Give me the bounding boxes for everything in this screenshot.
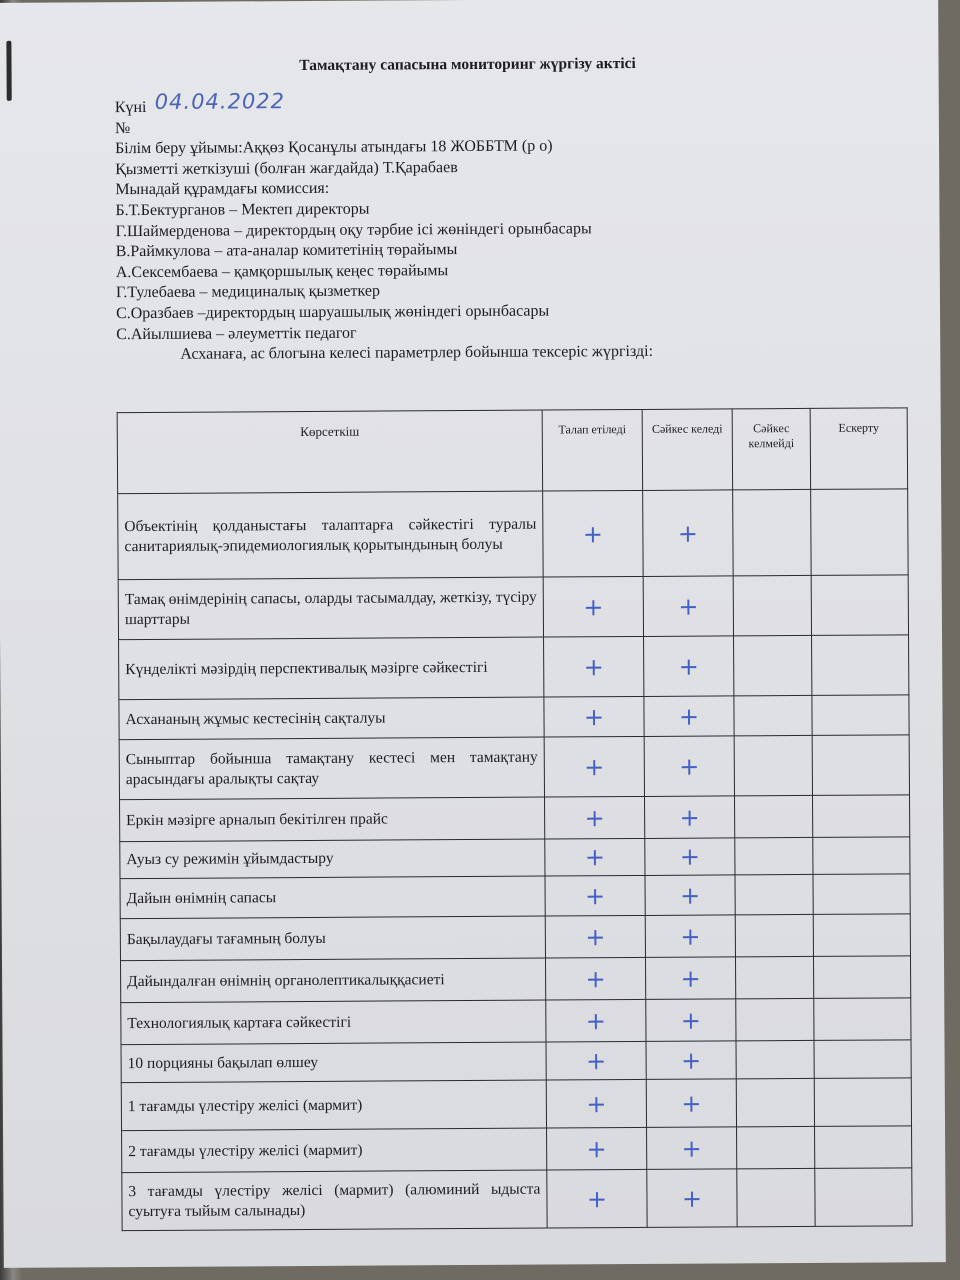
required-mark: + xyxy=(544,736,644,797)
date-label: Күні xyxy=(114,98,147,117)
compliant-mark: + xyxy=(646,999,736,1042)
note-cell xyxy=(814,1078,911,1127)
commission-member: С.Оразбаев –директордың шаруашылық жөніндегі орынбасары xyxy=(115,302,550,323)
compliant-mark: + xyxy=(645,915,735,958)
indicator-cell: Дайындалған өнімнің органолептикалыққасиеті xyxy=(120,958,545,1003)
table-header-row xyxy=(117,408,907,494)
header-block xyxy=(114,89,654,366)
required-mark: + xyxy=(545,875,645,916)
header-required: Талап етіледі xyxy=(542,409,642,491)
non-compliant-cell xyxy=(736,1078,814,1126)
commission-heading: Мынадай құрамдағы комиссия: xyxy=(115,180,330,199)
table-row xyxy=(122,1126,912,1173)
table-row xyxy=(118,575,908,640)
non-compliant-cell xyxy=(735,837,813,874)
handwritten-date: 04.04.2022 xyxy=(154,89,286,114)
note-cell xyxy=(815,1126,912,1169)
table-row xyxy=(119,735,909,800)
required-mark: + xyxy=(546,1079,646,1128)
required-mark: + xyxy=(545,915,645,958)
indicator-cell: 10 порцияны бақылап өлшеу xyxy=(121,1042,546,1083)
compliant-mark: + xyxy=(645,838,735,876)
supplier-line: Қызметті жеткізуші (болған жағдайда) Т.Қарабаев xyxy=(115,158,458,178)
table-row xyxy=(121,998,911,1045)
commission-member: Г.Шаймерденова – директордың оқу тәрбие ісі жөніндегі орынбасары xyxy=(115,219,592,240)
compliant-mark: + xyxy=(643,576,733,637)
indicator-cell: Дайын өнімнің сапасы xyxy=(120,876,545,919)
indicator-cell: Ауыз су режимін ұйымдастыру xyxy=(120,839,545,879)
table-row xyxy=(122,1168,912,1231)
table-row xyxy=(118,489,909,580)
non-compliant-cell xyxy=(737,1168,815,1226)
compliant-mark: + xyxy=(644,736,734,797)
note-cell xyxy=(812,695,909,736)
required-mark: + xyxy=(545,838,645,876)
non-compliant-cell xyxy=(737,1126,815,1168)
header-compliant: Сәйкес келеді xyxy=(642,409,732,491)
note-cell xyxy=(814,1040,911,1079)
required-mark: + xyxy=(543,576,643,637)
compliant-mark: + xyxy=(644,636,734,697)
note-cell xyxy=(811,575,908,636)
non-compliant-cell xyxy=(733,489,812,575)
table-row xyxy=(120,956,910,1003)
compliant-mark: + xyxy=(645,796,735,839)
compliant-mark: + xyxy=(646,1041,736,1080)
indicator-cell: Тамақ өнімдерінің сапасы, оларды тасымалдау, жеткізу, түсіру шарттары xyxy=(118,577,543,640)
indicator-cell: Сыныптар бойынша тамақтану кестесі мен тамақтану арасындағы аралықты сақтау xyxy=(119,737,544,800)
non-compliant-cell xyxy=(734,695,812,735)
indicator-cell: Күнделікті мәзірдің перспективалық мәзірге сәйкестігі xyxy=(119,637,544,700)
indicator-cell: Бақылаудағы тағамның болуы xyxy=(120,916,545,961)
note-cell xyxy=(813,874,910,915)
note-cell xyxy=(815,1168,912,1227)
note-cell xyxy=(813,837,910,875)
indicator-cell: 3 тағамды үлестіру желісі (мармит) (алюминий ыдыста суытуға тыйым салынады) xyxy=(122,1170,547,1231)
document-title: Тамақтану сапасына мониторинг жүргізу актісі xyxy=(299,54,636,75)
required-mark: + xyxy=(547,1169,647,1228)
required-mark: + xyxy=(543,490,644,577)
required-mark: + xyxy=(544,696,644,737)
note-cell xyxy=(812,735,909,796)
required-mark: + xyxy=(544,636,644,697)
intro-line: Асханаға, ас блогына келесі параметрлер бойынша тексеріс жүргізді: xyxy=(180,343,654,363)
commission-member: Г.Тулебаева – медициналық қызметкер xyxy=(115,282,381,302)
non-compliant-cell xyxy=(735,914,813,956)
indicator-cell: Технологиялық картаға сәйкестігі xyxy=(121,1000,546,1045)
table-body xyxy=(118,489,912,1231)
non-compliant-cell xyxy=(734,635,812,695)
inspection-table xyxy=(117,407,913,1231)
table-row xyxy=(120,795,910,842)
non-compliant-cell xyxy=(735,874,813,914)
number-label: № xyxy=(114,119,131,137)
note-cell xyxy=(813,914,910,957)
non-compliant-cell xyxy=(736,1040,814,1078)
compliant-mark: + xyxy=(647,1169,737,1228)
note-cell xyxy=(814,998,911,1041)
note-cell xyxy=(811,489,909,576)
indicator-cell: 1 тағамды үлестіру желісі (мармит) xyxy=(121,1080,546,1131)
required-mark: + xyxy=(546,999,646,1042)
table-row xyxy=(120,874,910,919)
commission-member: Б.Т.Бектурганов – Мектеп директоры xyxy=(115,200,370,220)
required-mark: + xyxy=(546,1041,646,1080)
compliant-mark: + xyxy=(645,957,735,1000)
commission-member: А.Сексембаева – қамқоршылық кеңес төрайымы xyxy=(115,261,449,281)
table-row xyxy=(119,635,909,700)
table-row xyxy=(120,837,910,879)
date-row xyxy=(114,89,652,119)
organization-line: Білім беру ұйымы:Аққөз Қосанұлы атындағы 18 ЖОББТМ (р о) xyxy=(114,137,553,158)
indicator-cell: Еркін мәзірге арналып бекітілген прайс xyxy=(120,797,545,842)
indicator-cell: 2 тағамды үлестіру желісі (мармит) xyxy=(122,1128,547,1173)
header-note: Ескерту xyxy=(810,408,907,490)
compliant-mark: + xyxy=(643,490,734,577)
non-compliant-cell xyxy=(735,795,813,837)
table-row xyxy=(121,1078,911,1131)
indicator-cell: Асхананың жұмыс кестесінің сақталуы xyxy=(119,697,544,740)
compliant-mark: + xyxy=(644,696,734,737)
table-row xyxy=(120,914,910,961)
non-compliant-cell xyxy=(736,998,814,1040)
header-non-compliant: Сәйкес келмейді xyxy=(732,408,810,489)
table-row xyxy=(119,695,909,740)
note-cell xyxy=(813,795,910,838)
indicator-cell: Объектінің қолданыстағы талаптарға сәйкестігі туралы санитариялық-эпидемиологиялық қорытындының болуы xyxy=(118,491,544,580)
note-cell xyxy=(813,956,910,999)
compliant-mark: + xyxy=(646,1079,736,1128)
table-row xyxy=(121,1040,911,1083)
commission-member: В.Раймкулова – ата-аналар комитетінің төрайымы xyxy=(115,241,458,261)
compliant-mark: + xyxy=(647,1127,737,1170)
non-compliant-cell xyxy=(733,575,811,635)
required-mark: + xyxy=(545,796,645,839)
commission-member: С.Айылшиева – әлеуметтік педагог xyxy=(116,324,357,343)
header-indicator: Көрсеткіш xyxy=(117,410,542,494)
note-cell xyxy=(812,635,909,696)
non-compliant-cell xyxy=(735,956,813,998)
compliant-mark: + xyxy=(645,875,735,916)
non-compliant-cell xyxy=(734,735,812,795)
required-mark: + xyxy=(547,1127,647,1170)
required-mark: + xyxy=(545,957,645,1000)
